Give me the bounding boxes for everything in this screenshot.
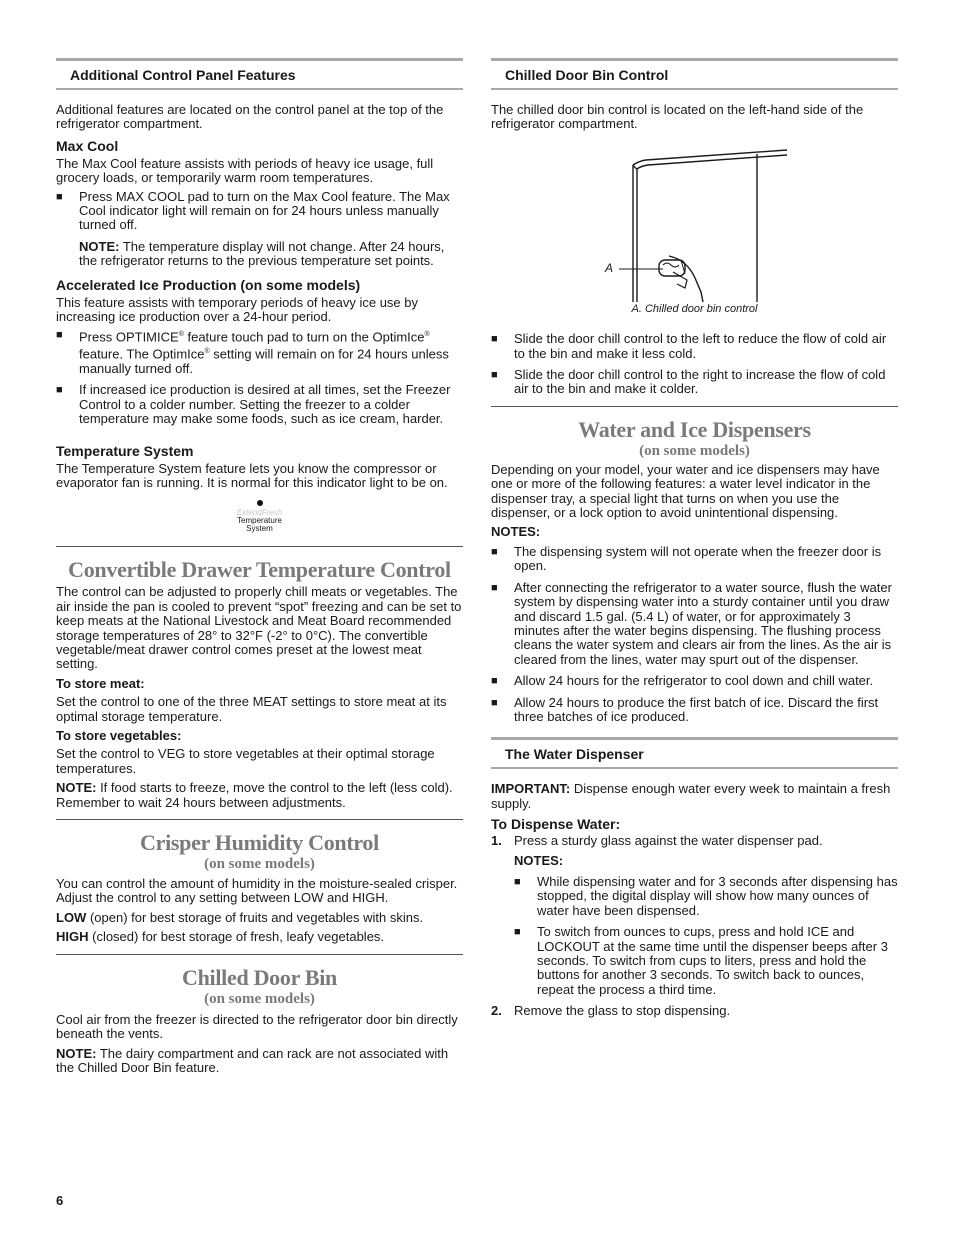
bullet-square-icon: [514, 875, 537, 918]
indicator-light-icon: [257, 500, 263, 506]
water-ice-dispensers-text: Depending on your model, your water and ice dispensers may have one or more of the following features: a water level indicator in the dispenser tray, a special light that turns on when you use the dispenser, or a lock option to avoid unintentional dispensing.: [491, 461, 880, 521]
dispensers-note-1: ■ The dispensing system will not operate when the freezer door is open.: [491, 545, 898, 574]
accelerated-ice-bullet-2: ■ If increased ice production is desired at all times, set the Freezer Control to a colder number. Setting the freezer to a colder temperature may make some foods, such as ice cream, harder.: [56, 383, 463, 426]
bin-control-bullet-2: ■ Slide the door chill control to the right to increase the flow of cold air to the bin and make it colder.: [491, 368, 898, 397]
dispensers-notes-list: [491, 545, 898, 724]
to-dispense-water-heading: To Dispense Water:: [491, 816, 621, 833]
water-ice-dispensers-subtitle: (on some models): [639, 442, 750, 459]
water-dispenser-important: IMPORTANT: Dispense enough water every week to maintain a fresh supply.: [491, 781, 891, 811]
section-divider: [56, 819, 463, 820]
chilled-door-bin-subtitle: (on some models): [204, 990, 315, 1007]
chilled-door-bin-figure: [491, 132, 898, 302]
crisper-high-text: HIGH (closed) for best storage of fresh, leafy vegetables.: [56, 929, 385, 945]
section-divider: [56, 954, 463, 955]
bullet-square-icon: [491, 332, 514, 361]
max-cool-note: NOTE: The temperature display will not change. After 24 hours, the refrigerator returns to the previous temperature set points.: [79, 238, 445, 269]
figure-label-a: A: [605, 260, 614, 275]
convertible-drawer-title: Convertible Drawer Temperature Control: [68, 557, 451, 583]
convertible-drawer-note: NOTE: If food starts to freeze, move the control to the left (less cold). Remember to wait 24 hours between adjustments.: [56, 780, 453, 810]
chilled-door-bin-control-intro: The chilled door bin control is located on the left-hand side of the refrigerator compartment.: [491, 102, 864, 132]
crisper-humidity-text: You can control the amount of humidity in the moisture-sealed crisper. Adjust the control to any setting between LOW and HIGH.: [56, 876, 458, 906]
bullet-square-icon: [56, 190, 79, 233]
bullet-square-icon: [56, 383, 79, 426]
bullet-square-icon: [491, 674, 514, 688]
bullet-square-icon: [491, 696, 514, 725]
section-divider: [491, 406, 898, 407]
section-divider: [56, 546, 463, 547]
dispensers-note-2: ■ After connecting the refrigerator to a water source, flush the water system by dispensing water into a sturdy container until you draw and discard 1.5 gal. (5.4 L) of water, or for approximately 3 minutes after the water begins dispensing. The flushing process cleans the water system and clears air from the lines. As the air is cleared from the lines, water may spurt out of the dispenser.: [491, 581, 898, 667]
accelerated-ice-bullet-1: ■ Press OPTIMICE® feature touch pad to turn on the OptimIce® feature. The OptimIce® setting will remain on for 24 hours unless manually turned off.: [56, 328, 463, 376]
temperature-system-heading: Temperature System: [56, 442, 194, 459]
left-column: [56, 58, 463, 1075]
chilled-door-bin-title: Chilled Door Bin: [182, 964, 337, 990]
dispense-step-1: 1. Press a sturdy glass against the water dispenser pad.: [491, 833, 823, 849]
convertible-drawer-text: The control can be adjusted to properly chill meats or vegetables. The air inside the pan is cooled to prevent “spot” freezing and can be set to keep meats at the National Livestock and Meat Board recommended storage temperatures of 28° to 32°F (-2° to 0°C). The convertible vegetable/meat drawer control comes preset at the lowest meat setting.: [56, 584, 462, 672]
water-dispenser-heading: The Water Dispenser: [491, 737, 898, 769]
additional-features-heading: Additional Control Panel Features: [56, 58, 463, 90]
max-cool-bullet: ■ Press MAX COOL pad to turn on the Max Cool feature. The Max Cool indicator light will remain on for 24 hours unless manually turned off.: [56, 190, 463, 233]
step-notes-list: [491, 875, 898, 997]
store-vegetables-text: Set the control to VEG to store vegetables at their optimal storage temperatures.: [56, 746, 435, 776]
crisper-humidity-title: Crisper Humidity Control: [140, 830, 379, 856]
bullet-square-icon: [56, 328, 79, 376]
dispensers-note-4: ■ Allow 24 hours to produce the first batch of ice. Discard the first three batches of ice produced.: [491, 696, 898, 725]
chilled-door-bin-note: NOTE: The dairy compartment and can rack are not associated with the Chilled Door Bin feature.: [56, 1045, 449, 1075]
bin-control-bullet-1: ■ Slide the door chill control to the left to reduce the flow of cold air to the bin and make it less cold.: [491, 332, 898, 361]
store-vegetables-label: To store vegetables:: [56, 728, 182, 744]
figure-caption: A. Chilled door bin control: [631, 302, 758, 315]
dispensers-notes-label: NOTES:: [491, 524, 541, 540]
bullet-square-icon: [491, 581, 514, 667]
step-notes-label: NOTES:: [514, 852, 564, 868]
page-number: 6: [56, 1193, 64, 1208]
right-column: [491, 58, 898, 1019]
bullet-square-icon: [514, 925, 537, 997]
max-cool-text: The Max Cool feature assists with periods of heavy ice usage, full grocery loads, or temporarily warm room temperatures.: [56, 155, 434, 186]
accelerated-ice-heading: Accelerated Ice Production (on some models): [56, 276, 361, 293]
additional-features-intro: Additional features are located on the control panel at the top of the refrigerator compartment.: [56, 102, 444, 132]
bullet-square-icon: [491, 545, 514, 574]
store-meat-label: To store meat:: [56, 675, 145, 691]
step-note-1: ■ While dispensing water and for 3 seconds after dispensing has stopped, the digital display will show how many ounces of water have been dispensed.: [514, 875, 898, 918]
refrigerator-door-illustration: [491, 132, 898, 302]
crisper-low-text: LOW (open) for best storage of fruits and vegetables with skins.: [56, 909, 424, 925]
temperature-system-indicator-icon: ExtendFresh Temperature System: [56, 500, 463, 533]
water-ice-dispensers-title: Water and Ice Dispensers: [578, 416, 811, 442]
step-note-2: ■ To switch from ounces to cups, press and hold ICE and LOCKOUT at the same time until the dispenser beeps after 3 seconds. To switch from cups to liters, press and hold the buttons for another 3 seconds. To switch back to ounces, repeat the process a third time.: [514, 925, 898, 997]
bullet-square-icon: [491, 368, 514, 397]
crisper-humidity-subtitle: (on some models): [204, 856, 315, 873]
dispensers-note-3: ■ Allow 24 hours for the refrigerator to cool down and chill water.: [491, 674, 898, 688]
max-cool-heading: Max Cool: [56, 137, 119, 154]
chilled-door-bin-control-heading: Chilled Door Bin Control: [491, 58, 898, 90]
accelerated-ice-text: This feature assists with temporary periods of heavy ice use by increasing ice production over a 24-hour period.: [56, 294, 418, 325]
chilled-door-bin-text: Cool air from the freezer is directed to the refrigerator door bin directly beneath the vents.: [56, 1011, 458, 1042]
temperature-system-text: The Temperature System feature lets you know the compressor or evaporator fan is running. It is normal for this indicator light to be on.: [56, 460, 448, 490]
dispense-step-2: 2. Remove the glass to stop dispensing.: [491, 1003, 731, 1019]
store-meat-text: Set the control to one of the three MEAT settings to store meat at its optimal storage temperature.: [56, 694, 447, 724]
